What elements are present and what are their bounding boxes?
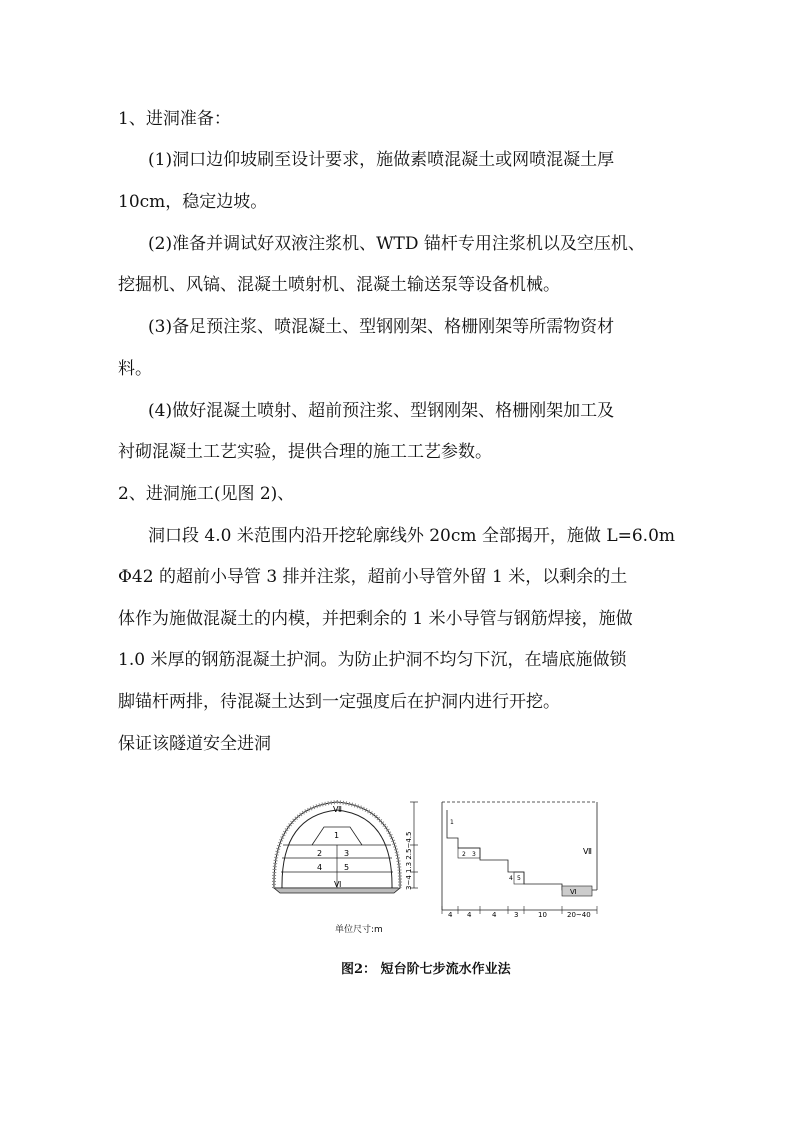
length-dim-6: 20~40 — [567, 911, 591, 919]
side-label-top: Ⅶ — [583, 847, 592, 856]
side-label-4: 4 — [509, 875, 513, 882]
side-label-5: 5 — [517, 875, 521, 882]
height-dimension — [405, 802, 418, 890]
section1-heading: 1、进洞准备： — [118, 109, 231, 129]
side-label-1: 1 — [450, 819, 454, 826]
height-dims-text: 3~4 1.3 2.5~4.5 — [405, 831, 413, 890]
section-label-3: 3 — [344, 849, 350, 858]
section2-line-1: 洞口段 4.0 米范围内沿开挖轮廓线外 20cm 全部揭开，施做 L=6.0m — [148, 526, 676, 546]
item3-line2: 料。 — [118, 359, 152, 379]
unit-label: 单位尺寸:m — [335, 925, 383, 935]
item2-line2: 挖掘机、风镐、混凝土喷射机、混凝土输送泵等设备机械。 — [118, 275, 560, 295]
side-label-3: 3 — [472, 851, 476, 858]
length-dim-3: 4 — [492, 911, 497, 919]
length-dim-4: 3 — [514, 911, 519, 919]
item1-line2: 10cm，稳定边坡。 — [118, 192, 268, 212]
figure-caption: 图2： 短台阶七步流水作业法 — [341, 962, 511, 977]
length-dim-1: 4 — [448, 911, 453, 919]
side-label-bottom: Ⅵ — [570, 888, 577, 896]
section-label-2: 2 — [317, 849, 323, 858]
section2-line-2: Φ42 的超前小导管 3 排并注浆，超前小导管外留 1 米，以剩余的土 — [118, 567, 628, 587]
section-label-bottom: Ⅵ — [334, 880, 342, 889]
section2-closing: 保证该隧道安全进洞 — [118, 734, 271, 754]
item3-line1: (3)备足预注浆、喷混凝土、型钢刚架、格栅刚架等所需物资材 — [148, 317, 615, 337]
section-label-5: 5 — [344, 863, 350, 872]
longitudinal-section — [442, 802, 597, 919]
length-dim-5: 10 — [538, 911, 547, 919]
side-label-2: 2 — [462, 851, 466, 858]
item1-line1: (1)洞口边仰坡刷至设计要求，施做素喷混凝土或网喷混凝土厚 — [148, 150, 615, 170]
item4-line2: 衬砌混凝土工艺实验，提供合理的施工工艺参数。 — [118, 442, 492, 462]
section-label-top: Ⅶ — [333, 805, 342, 814]
section2-heading: 2、进洞施工(见图 2)、 — [118, 484, 295, 504]
item4-line1: (4)做好混凝土喷射、超前预注浆、型钢刚架、格栅刚架加工及 — [148, 401, 615, 421]
item2-line1: (2)准备并调试好双液注浆机、WTD 锚杆专用注浆机以及空压机、 — [148, 234, 645, 254]
section2-line-3: 体作为施做混凝土的内模，并把剩余的 1 米小导管与钢筋焊接，施做 — [118, 609, 633, 629]
section2-line-4: 1.0 米厚的钢筋混凝土护洞。为防止护洞不均匀下沉，在墙底施做锁 — [118, 650, 627, 670]
length-dim-2: 4 — [467, 911, 472, 919]
section2-line-5: 脚锚杆两排，待混凝土达到一定强度后在护洞内进行开挖。 — [118, 692, 560, 712]
section-label-1: 1 — [334, 831, 340, 840]
section-label-4: 4 — [317, 863, 323, 872]
tunnel-cross-section — [274, 802, 400, 893]
